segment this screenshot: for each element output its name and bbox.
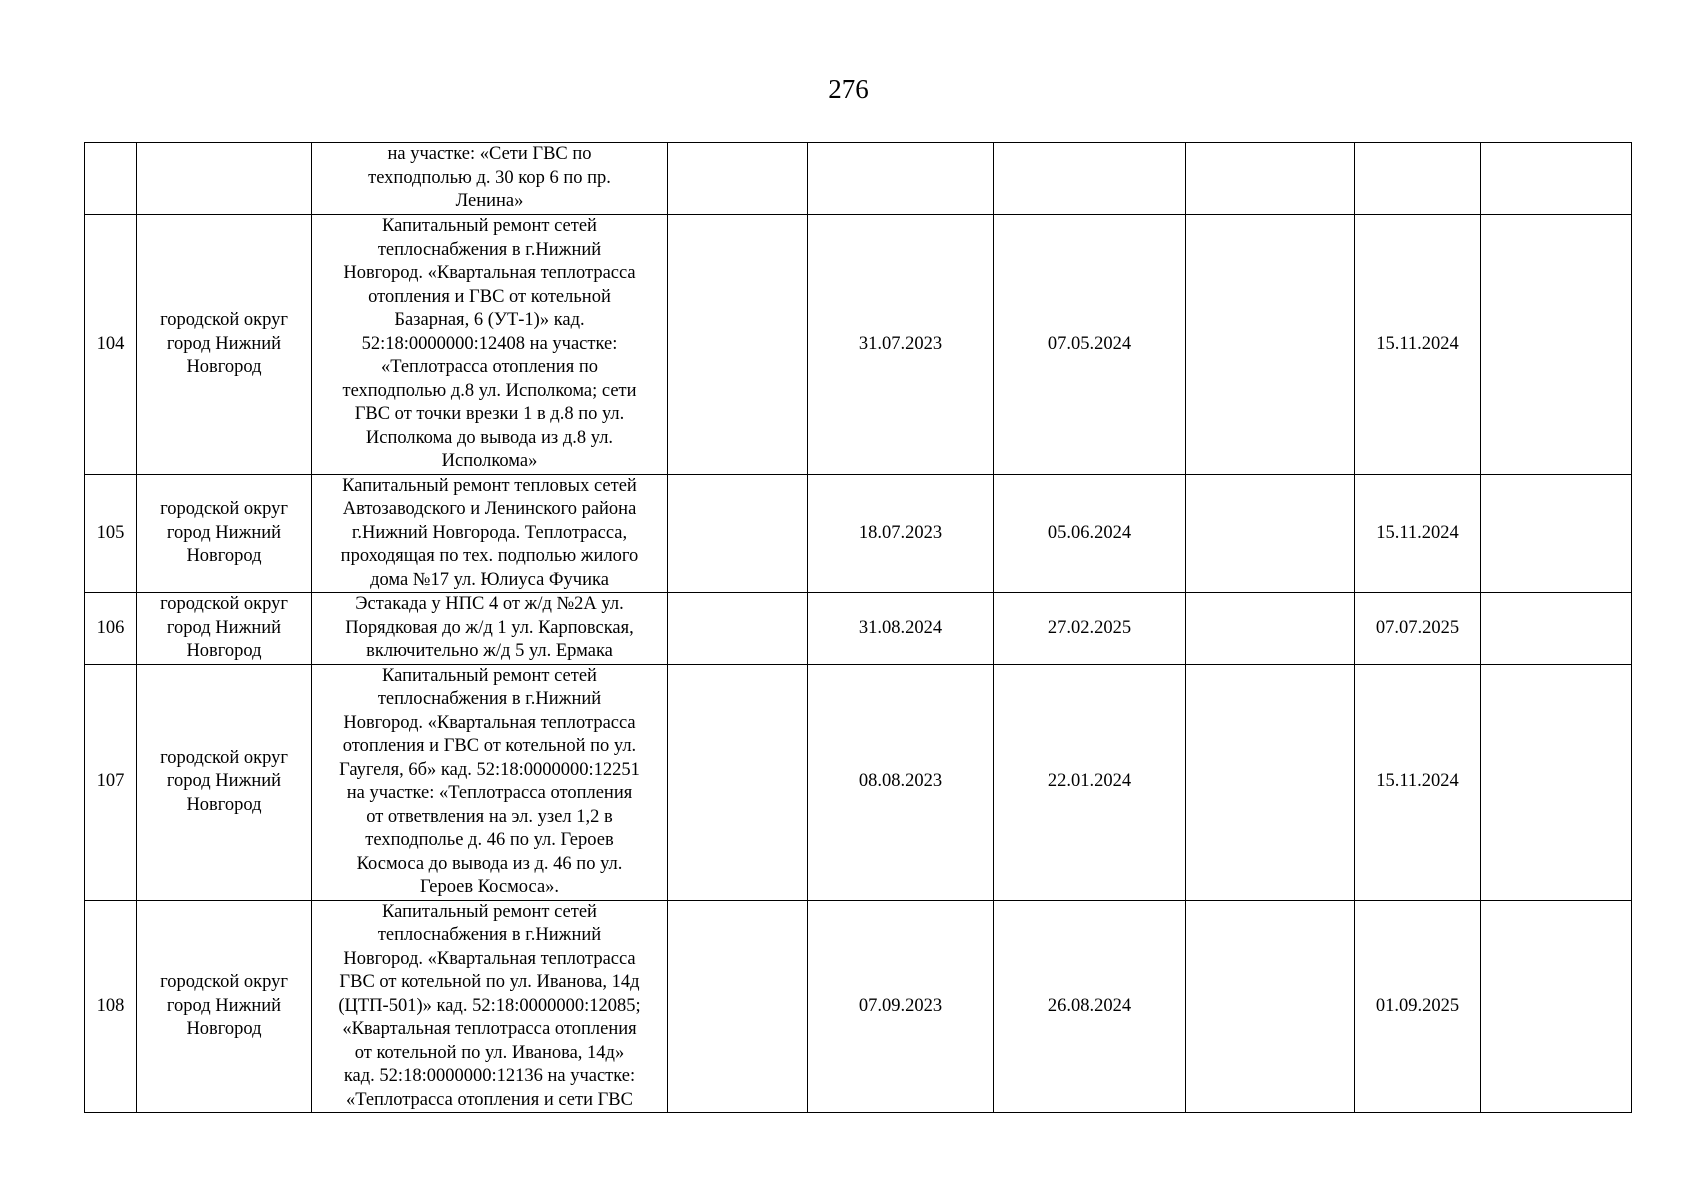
cell-row-number: 108	[85, 900, 137, 1113]
cell-empty-col7	[1186, 664, 1355, 900]
cell-empty-col4	[668, 143, 808, 215]
cell-description-line: дома №17 ул. Юлиуса Фучика	[370, 569, 609, 590]
cell-row-number: 107	[85, 664, 137, 900]
cell-description-line: Космоса до вывода из д. 46 по ул.	[356, 853, 623, 874]
cell-description-line: теплоснабжения в г.Нижний	[377, 239, 602, 260]
cell-district-line: городской округ	[160, 594, 288, 614]
cell-empty-col7	[1186, 143, 1355, 215]
cell-description-line: «Квартальная теплотрасса отопления	[342, 1019, 637, 1039]
cell-district-line: городской округ	[160, 499, 288, 519]
cell-description-line: Автозаводского и Ленинского района	[342, 499, 637, 519]
cell-description-line: Исполкома до вывода из д.8 ул.	[365, 427, 614, 448]
cell-description-line: ГВС от точки врезки 1 в д.8 по ул.	[354, 404, 625, 424]
cell-date-end: 15.11.2024	[1355, 474, 1481, 593]
cell-description-line: отопления и ГВС от котельной	[368, 286, 611, 307]
cell-empty-col9	[1481, 593, 1632, 665]
cell-date-middle: 27.02.2025	[994, 593, 1186, 665]
cell-description-line: Новгород. «Квартальная теплотрасса	[343, 948, 636, 969]
cell-description-line: Капитальный ремонт тепловых сетей	[342, 475, 637, 496]
cell-description-line: Капитальный ремонт сетей	[382, 901, 597, 922]
cell-district-line: городской округ	[160, 310, 288, 330]
cell-district	[137, 900, 312, 1113]
cell-description-line: Новгород. «Квартальная теплотрасса	[343, 263, 636, 283]
cell-description-line: Порядковая до ж/д 1 ул. Карповская,	[345, 617, 634, 638]
cell-empty-col9	[1481, 900, 1632, 1113]
cell-district-line: город Нижний	[166, 617, 282, 638]
cell-district	[137, 215, 312, 475]
cell-date-end	[1355, 143, 1481, 215]
cell-description-line: на участке: «Теплотрасса отопления	[346, 783, 633, 803]
cell-description-line: «Теплотрасса отопления и сети ГВС	[346, 1089, 633, 1110]
cell-district-line: Новгород	[186, 794, 262, 815]
table-row	[85, 664, 1632, 900]
cell-date-middle	[994, 143, 1186, 215]
cell-description-line: от ответвления на эл. узел 1,2 в	[366, 806, 613, 827]
works-table	[84, 142, 1632, 1113]
cell-empty-col7	[1186, 215, 1355, 475]
cell-description-line: Исполкома»	[441, 451, 538, 471]
cell-district-line: Новгород	[186, 1019, 262, 1039]
cell-description-line: г.Нижний Новгорода. Теплотрасса,	[351, 522, 628, 543]
cell-date-end: 01.09.2025	[1355, 900, 1481, 1113]
cell-date-start	[808, 143, 994, 215]
cell-description-line: ГВС от котельной по ул. Иванова, 14д	[339, 972, 640, 992]
cell-empty-col4	[668, 900, 808, 1113]
cell-date-start: 18.07.2023	[808, 474, 994, 593]
table-row	[85, 143, 1632, 215]
cell-description	[312, 215, 668, 475]
cell-date-middle: 26.08.2024	[994, 900, 1186, 1113]
cell-description-line: Капитальный ремонт сетей	[382, 665, 597, 686]
cell-description	[312, 593, 668, 665]
table-row	[85, 215, 1632, 475]
cell-district-line: Новгород	[186, 641, 262, 661]
cell-description-line: теплоснабжения в г.Нижний	[377, 925, 602, 945]
cell-district	[137, 474, 312, 593]
cell-empty-col9	[1481, 143, 1632, 215]
cell-district-line: Новгород	[186, 357, 262, 377]
cell-date-end: 07.07.2025	[1355, 593, 1481, 665]
cell-date-start: 07.09.2023	[808, 900, 994, 1113]
page-number: 276	[828, 74, 869, 104]
cell-date-middle: 07.05.2024	[994, 215, 1186, 475]
cell-empty-col4	[668, 215, 808, 475]
cell-empty-col7	[1186, 593, 1355, 665]
cell-empty-col7	[1186, 900, 1355, 1113]
cell-description-line: Эстакада у НПС 4 от ж/д №2А ул.	[355, 594, 624, 614]
cell-date-end: 15.11.2024	[1355, 215, 1481, 475]
cell-description-line: 52:18:0000000:12408 на участке:	[361, 333, 618, 354]
cell-description-line: техподполью д.8 ул. Исполкома; сети	[342, 380, 637, 401]
cell-description-line: кад. 52:18:0000000:12136 на участке:	[343, 1066, 636, 1086]
cell-empty-col9	[1481, 664, 1632, 900]
cell-empty-col9	[1481, 215, 1632, 475]
cell-date-start: 31.08.2024	[808, 593, 994, 665]
cell-description-line: проходящая по тех. подполью жилого	[340, 546, 639, 566]
cell-description-line: Ленина»	[455, 191, 524, 212]
cell-description	[312, 900, 668, 1113]
cell-district	[137, 593, 312, 665]
cell-district-line: город Нижний	[166, 995, 282, 1016]
cell-district	[137, 664, 312, 900]
cell-district-line: Новгород	[186, 546, 262, 566]
cell-description-line: техподполье д. 46 по ул. Героев	[365, 830, 614, 850]
cell-row-number: 105	[85, 474, 137, 593]
cell-description	[312, 143, 668, 215]
cell-description-line: Капитальный ремонт сетей	[382, 216, 597, 236]
cell-date-start: 31.07.2023	[808, 215, 994, 475]
cell-description-line: Гаугеля, 6б» кад. 52:18:0000000:12251	[339, 759, 640, 780]
cell-district	[137, 143, 312, 215]
cell-district-line: городской округ	[160, 747, 288, 768]
table-row	[85, 900, 1632, 1113]
cell-empty-col4	[668, 474, 808, 593]
cell-row-number: 104	[85, 215, 137, 475]
cell-row-number	[85, 143, 137, 215]
cell-description-line: теплоснабжения в г.Нижний	[377, 689, 602, 709]
cell-row-number: 106	[85, 593, 137, 665]
cell-empty-col4	[668, 664, 808, 900]
cell-date-start: 08.08.2023	[808, 664, 994, 900]
cell-description-line: Новгород. «Квартальная теплотрасса	[343, 712, 636, 733]
cell-date-middle: 22.01.2024	[994, 664, 1186, 900]
cell-description-line: Героев Космоса».	[419, 877, 560, 897]
cell-description-line: Базарная, 6 (УТ-1)» кад.	[394, 310, 585, 330]
cell-description-line: на участке: «Сети ГВС по	[387, 144, 592, 165]
cell-description-line: отопления и ГВС от котельной по ул.	[342, 736, 637, 756]
cell-district-line: город Нижний	[166, 333, 282, 354]
table-row	[85, 593, 1632, 665]
cell-district-line: город Нижний	[166, 771, 282, 792]
cell-description-line: от котельной по ул. Иванова, 14д»	[354, 1042, 625, 1063]
cell-description-line: (ЦТП-501)» кад. 52:18:0000000:12085;	[338, 995, 641, 1016]
cell-description	[312, 664, 668, 900]
cell-empty-col9	[1481, 474, 1632, 593]
cell-description-line: техподполью д. 30 кор 6 по пр.	[368, 167, 611, 188]
cell-description-line: включительно ж/д 5 ул. Ермака	[366, 641, 613, 661]
cell-date-end: 15.11.2024	[1355, 664, 1481, 900]
cell-empty-col4	[668, 593, 808, 665]
cell-description	[312, 474, 668, 593]
cell-description-line: «Теплотрасса отопления по	[381, 357, 598, 377]
cell-empty-col7	[1186, 474, 1355, 593]
table-body	[85, 143, 1632, 1113]
cell-district-line: город Нижний	[166, 522, 282, 543]
table-row	[85, 474, 1632, 593]
cell-date-middle: 05.06.2024	[994, 474, 1186, 593]
cell-district-line: городской округ	[160, 972, 288, 992]
